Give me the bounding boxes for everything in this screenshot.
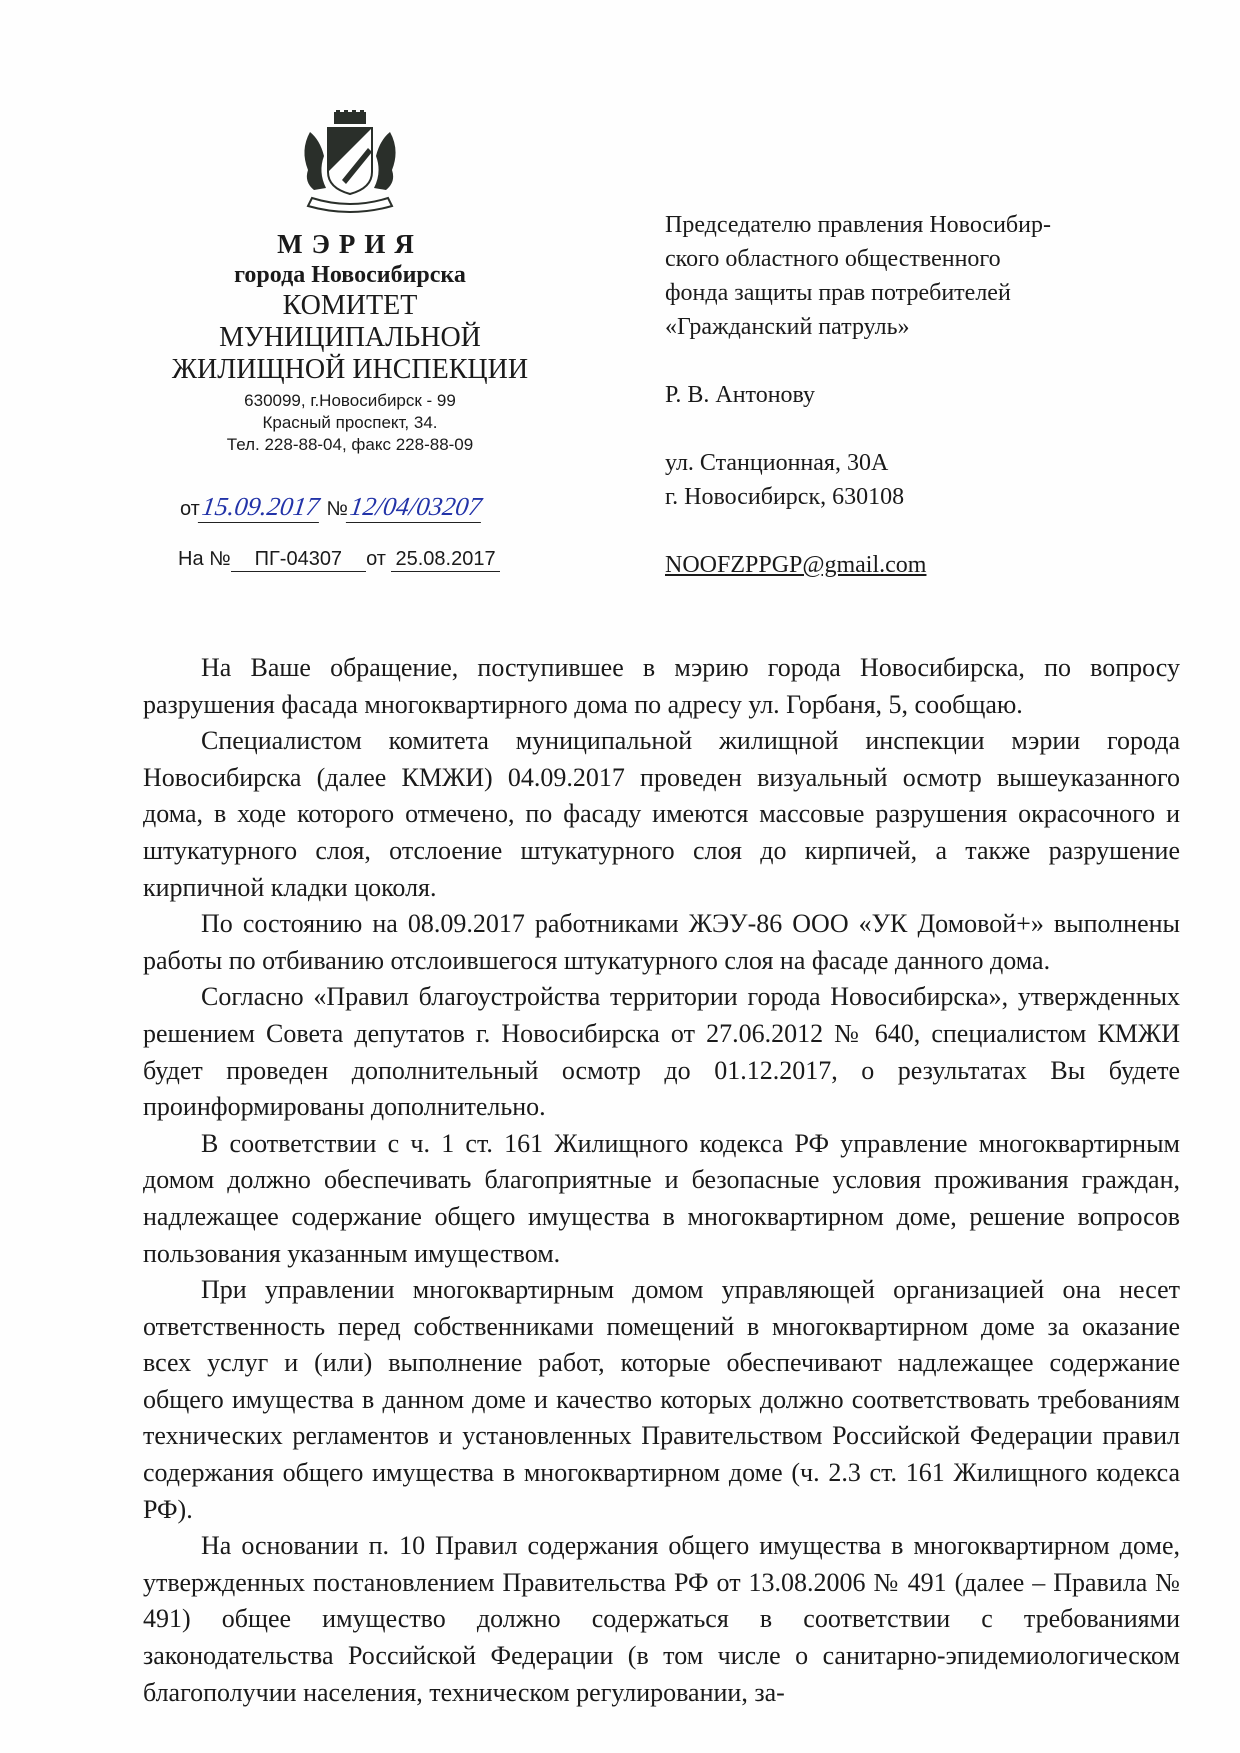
letter-body	[143, 650, 1180, 1711]
body-paragraph: На Ваше обращение, поступившее в мэрию города Новосибирска, по вопросу разрушения фасада многоквартирного дома по адресу ул. Горбаня, 5, сообщаю.	[143, 653, 1180, 719]
letterhead	[140, 110, 560, 456]
committee-line: МУНИЦИПАЛЬНОЙ	[219, 322, 481, 353]
recipient-line: фонда защиты прав потребителей	[665, 280, 1011, 306]
body-paragraph: В соответствии с ч. 1 ст. 161 Жилищного кодекса РФ управление многоквартирным домом должно обеспечивать благоприятные и безопасные условия проживания граждан, надлежащее содержание общего имущества в многоквартирном доме, решение вопросов пользования указанным имуществом.	[143, 1128, 1180, 1268]
recipient-line: ского областного общественного	[665, 246, 1001, 272]
reply-number: ПГ-04307	[231, 548, 366, 572]
body-paragraph: На основании п. 10 Правил содержания общего имущества в многоквартирном доме, утвержденных постановлением Правительства РФ от 13.08.2006 № 491 (далее – Правила № 491) общее имущество должно содержаться в соответствии с требованиями законодательства Российской Федерации (в том числе о санитарно-эпидемиологическом благополучии населения, техническом регулировании, за-	[143, 1531, 1180, 1707]
from-label: от	[180, 498, 200, 520]
reply-from-label: от	[366, 548, 386, 570]
registration-number: 12/04/03207	[346, 492, 486, 523]
city-name: города Новосибирска	[234, 262, 466, 288]
number-label: №	[326, 498, 348, 520]
body-paragraph: По состоянию на 08.09.2017 работниками ЖЭУ-86 ООО «УК Домовой+» выполнены работы по отбиванию отслоившегося штукатурного слоя на фасаде данного дома.	[143, 909, 1180, 975]
mayor-title: МЭРИЯ	[277, 229, 423, 259]
reply-reference	[178, 548, 500, 572]
registration-line	[180, 492, 483, 523]
address-line: Красный проспект, 34.	[262, 413, 438, 432]
body-paragraph: Согласно «Правил благоустройства территории города Новосибирска», утвержденных решением Совета депутатов г. Новосибирска от 27.06.2012 № 640, специалистом КМЖИ будет проведен дополнительный осмотр до 01.12.2017, о результатах Вы будете проинформированы дополнительно.	[143, 982, 1180, 1122]
recipient-email-link[interactable]: NOOFZPPGP@gmail.com	[665, 552, 927, 578]
sender-address	[140, 390, 560, 456]
novosibirsk-coat-of-arms-icon	[290, 110, 410, 218]
recipient-block	[665, 208, 1185, 582]
recipient-line: Председателю правления Новосибир-	[665, 212, 1051, 238]
committee-line: КОМИТЕТ	[282, 290, 418, 321]
registration-date: 15.09.2017	[198, 492, 323, 523]
reply-number-label: На №	[178, 548, 231, 570]
recipient-address-line: ул. Станционная, 30А	[665, 450, 889, 476]
recipient-name: Р. В. Антонову	[665, 382, 816, 408]
committee-line: ЖИЛИЩНОЙ ИНСПЕКЦИИ	[171, 354, 529, 385]
body-paragraph: При управлении многоквартирным домом управляющей организацией она несет ответственность перед собственниками помещений в многоквартирном доме за оказание всех услуг и (или) выполнение работ, которые обеспечивают надлежащее содержание общего имущества в данном доме и качество которых должно соответствовать требованиям технических регламентов и установленных Правительством Российской Федерации правил содержания общего имущества в многоквартирном доме (ч. 2.3 ст. 161 Жилищного кодекса РФ).	[143, 1275, 1180, 1524]
body-paragraph: Специалистом комитета муниципальной жилищной инспекции мэрии города Новосибирска (далее КМЖИ) 04.09.2017 проведен визуальный осмотр вышеуказанного дома, в ходе которого отмечено, по фасаду имеются массовые разрушения окрасочного и штукатурного слоя, отслоение штукатурного слоя до кирпичей, а также разрушение кирпичной кладки цоколя.	[143, 726, 1180, 902]
reply-date: 25.08.2017	[391, 548, 499, 572]
recipient-address-line: г. Новосибирск, 630108	[665, 484, 905, 510]
phone-line: Тел. 228-88-04, факс 228-88-09	[226, 435, 474, 454]
recipient-line: «Гражданский патруль»	[665, 314, 910, 340]
address-line: 630099, г.Новосибирск - 99	[244, 391, 456, 410]
